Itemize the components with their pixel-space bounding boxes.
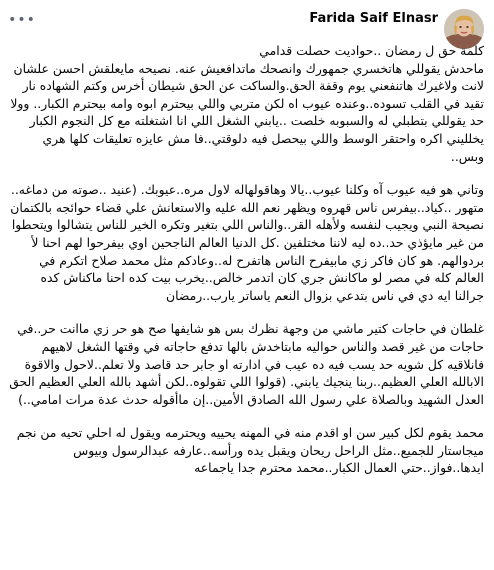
more-options-icon[interactable]: ••• <box>8 12 36 28</box>
post-paragraph: غلطان في حاجات كتير ماشي من وجهة نظرك بس هو شايفها صح هو حر زي ماانت حر..في حاجات من غير قصد والناس حواليه مابتاخدش بالها تدفع حاجاته في وقتها الشغل لاهيهم فانلاقيه كل شويه حد يسب فيه ده عيب في ادارته او جابر حد قاصد ولا تعلم..لاحول والاقوة الابالله العلي العظيم..ربنا ينجيك يابني. (قولوا اللي تقولوه..لكن أشهد بالله العلي العظيم الحق العدل الشهيد وبالصلاة علي رسول الله الصادق الأمين..إن ماأقوله حدث عدة مرات امامي..) <box>9 321 484 407</box>
post-text <box>8 42 484 493</box>
post-paragraph: محمد يقوم لكل كبير سن او اقدم منه في المهنه يحييه ويحترمه ويقول له احلي تحيه من نجم ميجاستار للجميع..مثل الراحل ريحان ويقبل يده ورأسه..عارفه عبدالرسول وبيوس ايدها..فواز..حتي العمال الكبار..محمد محترم جدا ياجماعه <box>16 425 484 476</box>
post-paragraph: وتاني هو فيه عيوب آه وكلنا عيوب..يالا وهاقولهاله لاول مره..عيوبك. (عنيد ..صوته من دماغه.. متهور ..كياد..بيفرس ناس قهروه ويظهر نعم الله عليه والاستعانش علي قضاء حوائجه بالكتمان نصيحة النبي ويجيب لنفسه ولأهله القر..والناس اللي بتغير وتكره الخير للناس يتشالوا ويتحطوا من غير مايؤذي حد..ده ليه لاننا مختلفين .كل الدنيا العالم الناجحين اوي بيفرحوا لهم احنا لأ بردوالهم. هو كان فاكر زي مابيفرح الناس هاتفرح له..وعادكم مثل محمد صلاح اتكرم في العالم كله في مصر لو ماكانش جري كان اتدمر خالص..يخرب بيت كده احنا ماكناش كده جرالنا ايه دي في ناس بتدعي بزوال النعم ياساتر يارب..رمضان <box>10 182 484 303</box>
post-paragraph: كلمة حق ل رمضان ..حواديت حصلت قدامي ماحدش يقوللي هاتخسري جمهورك وانصحك ماتدافعيش عنه. نصيحه مايعلقش احسن علشان لانت ولاغيرك هاتنفعني يوم وقفة الحق.والساكت عن الحق شيطان أخرس وكتم الشهاده نار تقيد في القلب تسوده..وعنده عيوب اه لكن متربي واللي بيحترم ابوه وامه بيحترم الكبار.. وولا حد يقوللي بتطبلي له والسبوبه خلصت ..يابني الشغل اللي انا اشتغلته مع كل النجوم الكبار يخلليني اكره واحتقر الوسط واللي بيحصل فيه دلوقتي..فا مش عايزه تعليقات كلها هري وبس.. <box>10 43 484 164</box>
author-name[interactable]: Farida Saif Elnasr <box>309 11 438 26</box>
